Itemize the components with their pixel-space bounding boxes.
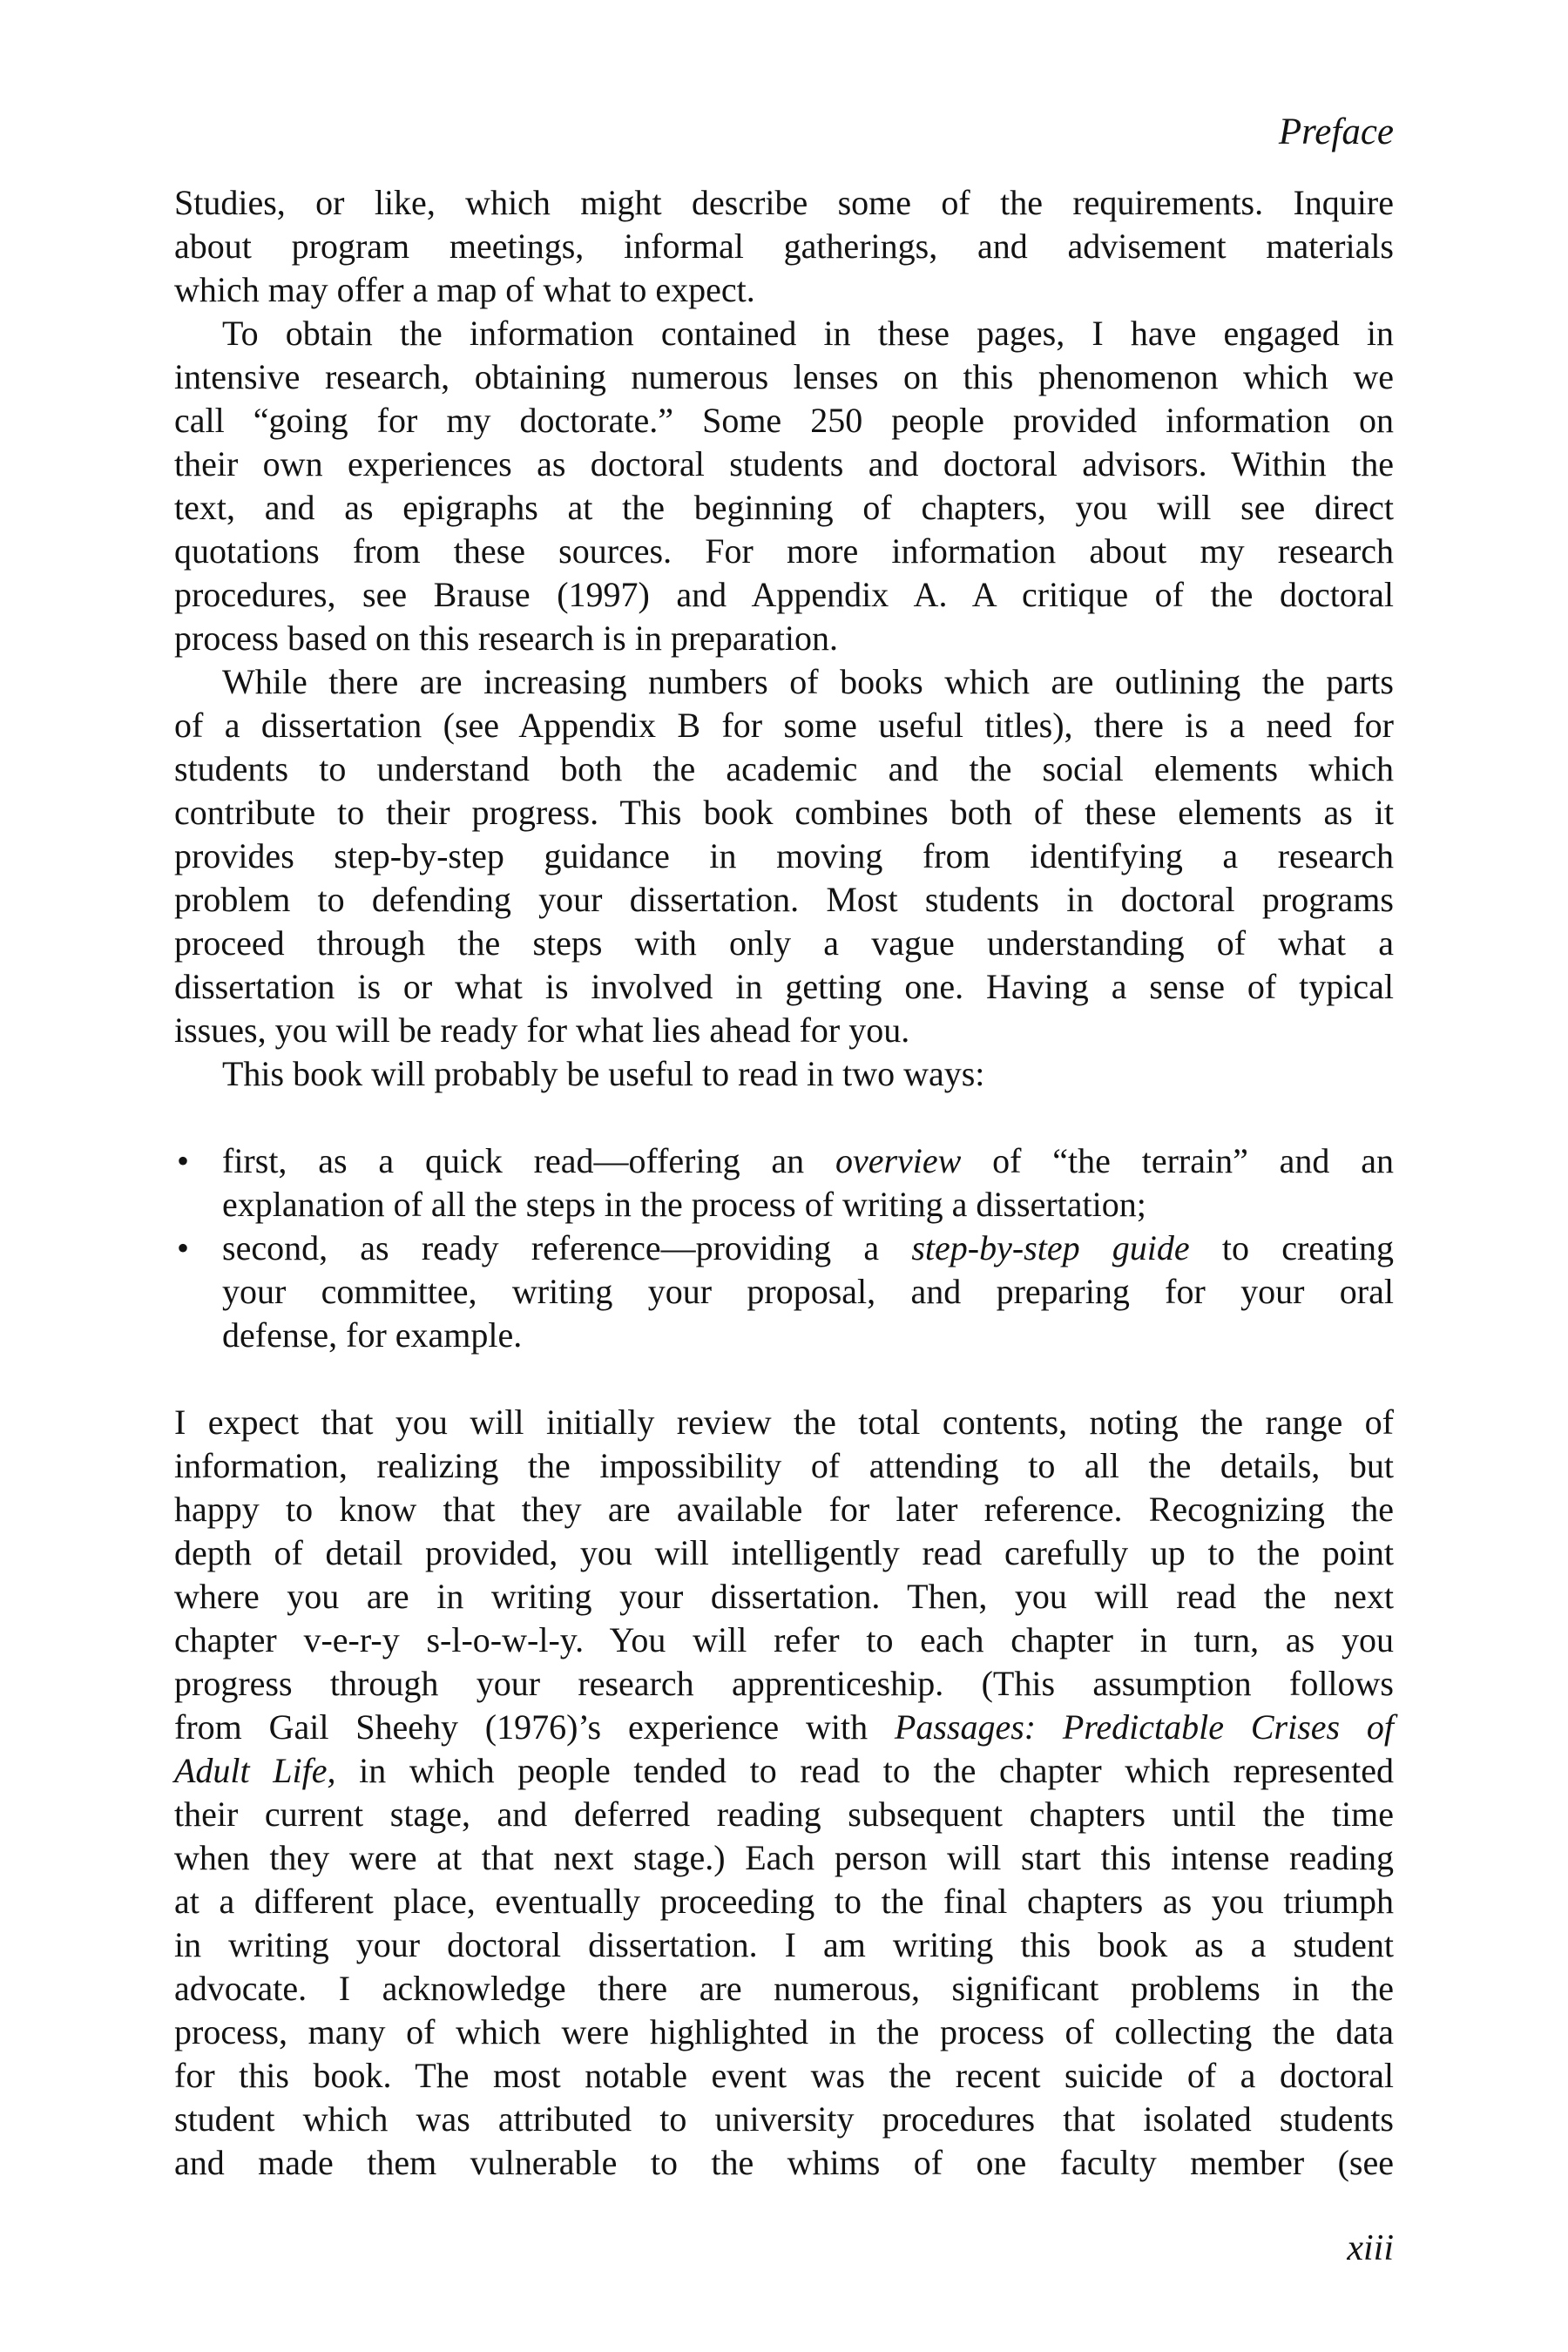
text-line: quotations from these sources. For more information about my research xyxy=(174,531,1394,571)
text-line: Studies, or like, which might describe some of the requirements. Inquire xyxy=(174,183,1394,222)
text-line: and made them vulnerable to the whims of one faculty member (see xyxy=(174,2143,1394,2182)
text-line: issues, you will be ready for what lies ahead for you. xyxy=(174,1010,910,1050)
text-line: proceed through the steps with only a vague understanding of what a xyxy=(174,923,1394,963)
text-line: where you are in writing your dissertation. Then, you will read the next xyxy=(174,1577,1394,1616)
text-line: dissertation is or what is involved in getting one. Having a sense of typical xyxy=(174,967,1394,1006)
bullet-item xyxy=(174,1227,1394,1357)
bullet-item xyxy=(174,1139,1394,1227)
running-head xyxy=(174,111,1394,154)
text-line: text, and as epigraphs at the beginning of chapters, you will see direct xyxy=(174,488,1394,527)
text-line: While there are increasing numbers of books which are outlining the parts xyxy=(222,662,1394,701)
text-line: Adult Life, in which people tended to read to the chapter which represented xyxy=(174,1751,1394,1790)
text-line: in writing your doctoral dissertation. I am writing this book as a student xyxy=(174,1925,1394,1964)
line-spacer xyxy=(174,1357,1394,1401)
bullet-marker-icon: • xyxy=(177,1228,190,1267)
text-line: their current stage, and deferred reading subsequent chapters until the time xyxy=(174,1794,1394,1834)
page-number xyxy=(174,2227,1394,2270)
paragraph xyxy=(174,1401,1394,2185)
paragraph xyxy=(174,1052,1394,1096)
text-line: intensive research, obtaining numerous lenses on this phenomenon which we xyxy=(174,357,1394,396)
text-line: • second, as ready reference—providing a step-by-step guide to creating xyxy=(222,1227,1394,1270)
text-line: progress through your research apprenticeship. (This assumption follows xyxy=(174,1664,1394,1703)
text-line: chapter v-e-r-y s-l-o-w-l-y. You will refer to each chapter in turn, as you xyxy=(174,1620,1394,1659)
text-line: happy to know that they are available for later reference. Recognizing the xyxy=(174,1490,1394,1529)
text-line: process, many of which were highlighted in the process of collecting the data xyxy=(174,2012,1394,2051)
document-body xyxy=(174,181,1394,2185)
text-line: I expect that you will initially review the total contents, noting the range of xyxy=(174,1402,1394,1442)
text-line: your committee, writing your proposal, and preparing for your oral xyxy=(222,1272,1394,1311)
text-line: from Gail Sheehy (1976)’s experience with Passages: Predictable Crises of xyxy=(174,1707,1395,1747)
text-line: procedures, see Brause (1997) and Appendix A. A critique of the doctoral xyxy=(174,575,1394,614)
text-line: explanation of all the steps in the process of writing a dissertation; xyxy=(222,1185,1146,1224)
text-line: • first, as a quick read—offering an overview of “the terrain” and an xyxy=(222,1139,1394,1183)
text-line: call “going for my doctorate.” Some 250 people provided information on xyxy=(174,401,1394,440)
text-line: provides step-by-step guidance in moving from identifying a research xyxy=(174,836,1394,875)
bullet-marker-icon: • xyxy=(177,1141,190,1180)
page-number-text: xiii xyxy=(1347,2228,1394,2268)
running-head-title: Preface xyxy=(1278,112,1394,152)
paragraph xyxy=(174,312,1394,660)
text-line: process based on this research is in preparation. xyxy=(174,618,838,658)
text-line: defense, for example. xyxy=(222,1315,523,1355)
text-line: students to understand both the academic and the social elements which xyxy=(174,749,1394,788)
text-line: at a different place, eventually proceeding to the final chapters as you triumph xyxy=(174,1882,1394,1921)
paragraph xyxy=(174,181,1394,312)
text-line: which may offer a map of what to expect. xyxy=(174,270,755,309)
line-spacer xyxy=(174,1096,1394,1139)
text-line: problem to defending your dissertation. Most students in doctoral programs xyxy=(174,880,1394,919)
text-line: contribute to their progress. This book combines both of these elements as it xyxy=(174,793,1394,832)
text-block xyxy=(174,111,1394,2185)
text-line: of a dissertation (see Appendix B for some useful titles), there is a need for xyxy=(174,706,1394,745)
text-line: This book will probably be useful to read in two ways: xyxy=(222,1054,985,1093)
text-line: their own experiences as doctoral students and doctoral advisors. Within the xyxy=(174,444,1394,483)
text-line: for this book. The most notable event was the recent suicide of a doctoral xyxy=(174,2056,1394,2095)
text-line: information, realizing the impossibility of attending to all the details, but xyxy=(174,1446,1394,1485)
text-line: student which was attributed to university procedures that isolated students xyxy=(174,2099,1394,2139)
text-line: depth of detail provided, you will intelligently read carefully up to the point xyxy=(174,1533,1394,1572)
text-line: about program meetings, informal gatherings, and advisement materials xyxy=(174,226,1394,266)
text-line: advocate. I acknowledge there are numerous, significant problems in the xyxy=(174,1969,1394,2008)
text-line: To obtain the information contained in these pages, I have engaged in xyxy=(222,314,1394,353)
paragraph xyxy=(174,660,1394,1052)
text-line: when they were at that next stage.) Each person will start this intense reading xyxy=(174,1838,1394,1877)
